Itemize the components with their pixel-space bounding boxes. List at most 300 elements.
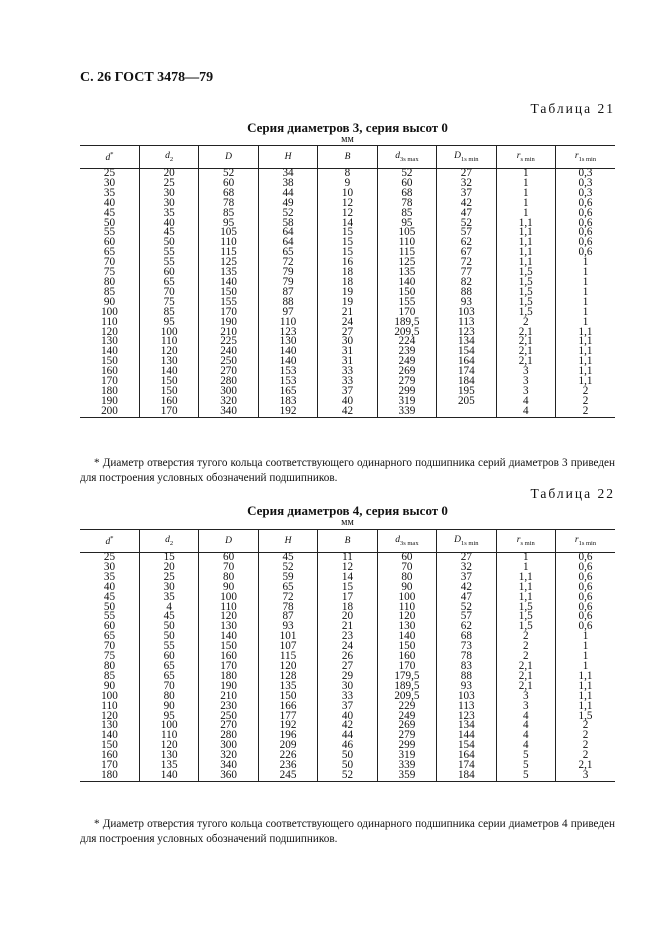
table-cell: 105	[377, 228, 436, 238]
table-cell: 130	[101, 335, 118, 348]
table-cell: 1,1	[556, 672, 616, 682]
table22-col-header: $D_{1s min}$	[437, 530, 496, 553]
table-cell: 20	[318, 612, 377, 622]
table-cell: 1	[496, 179, 555, 189]
table-cell: 113	[437, 318, 496, 328]
table-cell: 70	[139, 682, 198, 692]
table-cell: 25	[103, 551, 116, 563]
table-cell: 2,1	[496, 672, 555, 682]
table-cell: 68	[437, 632, 496, 642]
table-cell: 140	[139, 367, 198, 377]
table-cell: 0,6	[556, 603, 616, 613]
table-cell: 80	[139, 692, 198, 702]
table-cell: 180	[80, 771, 139, 781]
table-cell: 140	[377, 632, 436, 642]
table21-header-row	[80, 146, 615, 169]
table-cell: 60	[139, 652, 198, 662]
table-cell: 1,1	[496, 593, 555, 603]
table-cell: 55	[139, 258, 198, 268]
table-cell: 225	[199, 337, 258, 347]
table-cell: 40	[318, 397, 377, 407]
table-cell: 90	[103, 295, 116, 308]
table-cell: 35	[103, 186, 116, 199]
table-cell: 42	[318, 721, 377, 731]
table-cell: 0,6	[556, 612, 616, 622]
table-cell: 250	[199, 357, 258, 367]
table21-col-header: $d_{3s max}$	[377, 146, 436, 169]
table-cell: 19	[318, 288, 377, 298]
table-cell: 4	[139, 603, 198, 613]
table-cell: 200	[80, 407, 139, 417]
table-cell: 135	[258, 682, 317, 692]
table-cell: 55	[139, 248, 198, 258]
table-cell: 164	[437, 751, 496, 761]
table-cell: 339	[377, 761, 436, 771]
table-cell: 70	[199, 563, 258, 573]
table-cell: 140	[199, 278, 258, 288]
table-cell: 1,1	[496, 248, 555, 258]
table-cell: 0,3	[556, 189, 616, 199]
table-cell: 21	[318, 308, 377, 318]
table22-unit: мм	[341, 517, 354, 528]
table-cell: 0,6	[556, 563, 616, 573]
table-cell: 2	[496, 642, 555, 652]
table-cell: 135	[199, 268, 258, 278]
table-cell: 25	[103, 167, 116, 179]
table-cell: 25	[139, 573, 198, 583]
table-cell: 135	[139, 761, 198, 771]
table-cell: 55	[139, 642, 198, 652]
table-cell: 75	[103, 266, 116, 279]
table-cell: 1	[556, 298, 616, 308]
table-cell: 174	[437, 367, 496, 377]
table22-body	[80, 553, 615, 782]
table-cell: 280	[199, 377, 258, 387]
table-cell: 25	[139, 179, 198, 189]
table-cell: 239	[377, 347, 436, 357]
table-cell: 30	[139, 189, 198, 199]
table-cell: 79	[258, 268, 317, 278]
table-cell: 105	[199, 228, 258, 238]
table22-label: Таблица 22	[530, 486, 615, 501]
table-cell: 270	[199, 367, 258, 377]
table-cell: 0,6	[556, 228, 616, 238]
table-cell: 19	[318, 298, 377, 308]
table22-footnote: * Диаметр отверстия тугого кольца соответствующего одинарного подшипника серии диаметров 4 приведен для построения условных обозначений подшипников.	[80, 818, 615, 845]
table-cell: 45	[139, 228, 198, 238]
table-cell: 155	[377, 298, 436, 308]
table-cell: 103	[437, 692, 496, 702]
table-cell: 0,3	[556, 169, 616, 179]
table-cell: 1,5	[496, 278, 555, 288]
table-cell: 3	[496, 702, 555, 712]
table-cell: 85	[103, 285, 116, 298]
table-cell: 224	[377, 337, 436, 347]
table-cell: 52	[377, 169, 436, 179]
table-cell: 140	[377, 278, 436, 288]
table-cell: 170	[139, 407, 198, 417]
table-cell: 120	[101, 325, 118, 338]
table-cell: 80	[103, 275, 116, 288]
table-cell: 33	[318, 367, 377, 377]
table-cell: 34	[258, 169, 317, 179]
table-cell: 196	[258, 731, 317, 741]
table-cell: 37	[318, 387, 377, 397]
table-cell: 60	[103, 236, 116, 249]
table-cell: 280	[199, 731, 258, 741]
table-cell: 35	[139, 209, 198, 219]
table-cell: 40	[318, 712, 377, 722]
table-cell: 2	[556, 751, 616, 761]
table-cell: 160	[199, 652, 258, 662]
table-cell: 49	[258, 199, 317, 209]
table-cell: 209,5	[377, 328, 436, 338]
table-cell: 14	[318, 219, 377, 229]
table-cell: 80	[377, 573, 436, 583]
table-cell: 1	[556, 258, 616, 268]
table-cell: 160	[101, 365, 118, 378]
table-cell: 26	[318, 652, 377, 662]
table-cell: 18	[318, 603, 377, 613]
table-cell: 1	[556, 288, 616, 298]
table-cell: 250	[199, 712, 258, 722]
table-cell: 88	[258, 298, 317, 308]
table-cell: 32	[437, 179, 496, 189]
table-cell: 90	[139, 702, 198, 712]
table-cell: 300	[199, 741, 258, 751]
table-cell: 60	[139, 268, 198, 278]
table-cell: 100	[139, 721, 198, 731]
table-cell: 299	[377, 387, 436, 397]
table-cell: 2	[556, 721, 616, 731]
table-cell: 27	[318, 662, 377, 672]
table21-title: Серия диаметров 3, серия высот 0	[247, 120, 448, 135]
table22	[80, 529, 615, 782]
table22-col-header: $r_{1s min}$	[556, 530, 616, 553]
table-cell: 170	[101, 375, 118, 388]
table-cell: 52	[258, 563, 317, 573]
table-cell: 14	[318, 573, 377, 583]
table21-label: Таблица 21	[530, 101, 615, 116]
table-cell: 4	[496, 741, 555, 751]
table-cell: 31	[318, 357, 377, 367]
table21-col-header: $D_{1s min}$	[437, 146, 496, 169]
table-cell: 45	[139, 612, 198, 622]
table-cell: 90	[377, 583, 436, 593]
table-cell: 115	[199, 248, 258, 258]
table-cell: 2,1	[496, 682, 555, 692]
table-cell: 115	[258, 652, 317, 662]
table-cell: 128	[258, 672, 317, 682]
table-cell: 32	[437, 563, 496, 573]
table-cell: 12	[318, 209, 377, 219]
table-cell: 165	[258, 387, 317, 397]
table-cell: 24	[318, 318, 377, 328]
table-cell: 150	[377, 288, 436, 298]
page-header: С. 26 ГОСТ 3478—79	[80, 70, 214, 85]
table-cell: 50	[103, 600, 116, 613]
table-cell: 16	[318, 258, 377, 268]
table-cell: 209,5	[377, 692, 436, 702]
table-cell: 180	[199, 672, 258, 682]
table-cell: 140	[199, 632, 258, 642]
table-cell: 93	[437, 298, 496, 308]
table-cell: 100	[101, 689, 118, 702]
table-cell: 37	[437, 189, 496, 199]
table-cell: 1,5	[496, 612, 555, 622]
table-cell: 62	[437, 622, 496, 632]
table-cell: 68	[199, 189, 258, 199]
table-row	[80, 407, 615, 417]
table-cell: 226	[258, 751, 317, 761]
table-cell: 5	[496, 761, 555, 771]
table-cell: 55	[103, 226, 116, 239]
table-cell: 2	[556, 731, 616, 741]
table-cell: 2	[556, 397, 616, 407]
table-cell: 153	[258, 367, 317, 377]
table-cell: 0,6	[556, 622, 616, 632]
table-cell: 160	[139, 397, 198, 407]
table21-col-header: B	[318, 146, 377, 169]
table-cell: 30	[103, 560, 116, 573]
table-cell: 4	[496, 721, 555, 731]
table-cell: 120	[258, 662, 317, 672]
table-cell: 15	[139, 553, 198, 563]
table-cell: 58	[258, 219, 317, 229]
table-cell: 2,1	[496, 337, 555, 347]
table-cell: 47	[437, 209, 496, 219]
table-cell: 170	[199, 308, 258, 318]
table-cell: 80	[103, 659, 116, 672]
table-cell: 95	[139, 318, 198, 328]
table-cell: 30	[139, 583, 198, 593]
table-cell: 279	[377, 731, 436, 741]
table-cell: 110	[377, 603, 436, 613]
table-cell: 1,1	[496, 258, 555, 268]
table-cell: 3	[496, 367, 555, 377]
table-cell: 15	[318, 228, 377, 238]
table-row	[80, 771, 615, 781]
table-cell: 209	[258, 741, 317, 751]
table-cell: 110	[139, 731, 198, 741]
table21-col-header: d*	[80, 146, 139, 169]
table-cell: 95	[139, 712, 198, 722]
table-cell: 190	[199, 318, 258, 328]
table22-col-header: H	[258, 530, 317, 553]
table-cell: 170	[377, 308, 436, 318]
table-cell: 1	[496, 199, 555, 209]
table-cell: 65	[103, 630, 116, 643]
table-cell: 319	[377, 751, 436, 761]
table-cell: 75	[103, 650, 116, 663]
table-cell: 1,1	[496, 583, 555, 593]
table21-col-header: H	[258, 146, 317, 169]
table-cell: 60	[103, 620, 116, 633]
table-cell: 65	[258, 583, 317, 593]
table-cell: 166	[258, 702, 317, 712]
table-cell: 130	[101, 719, 118, 732]
table-cell: 15	[318, 583, 377, 593]
table-cell: 15	[318, 248, 377, 258]
table-cell: 269	[377, 721, 436, 731]
table-cell: 1,5	[496, 622, 555, 632]
table-cell: 0,6	[556, 209, 616, 219]
table-cell: 60	[199, 179, 258, 189]
table-cell: 64	[258, 238, 317, 248]
table-cell: 1	[556, 652, 616, 662]
table-cell: 140	[101, 729, 118, 742]
table-cell: 42	[437, 199, 496, 209]
table-cell: 190	[101, 394, 118, 407]
table-cell: 65	[103, 246, 116, 259]
table-cell: 270	[199, 721, 258, 731]
table-cell: 140	[258, 347, 317, 357]
table-cell: 340	[199, 407, 258, 417]
table-cell: 134	[437, 721, 496, 731]
table-cell: 37	[318, 702, 377, 712]
table-cell: 1	[496, 189, 555, 199]
table-cell: 120	[377, 612, 436, 622]
table-cell: 2	[496, 632, 555, 642]
table-cell: 80	[199, 573, 258, 583]
table-cell: 78	[437, 652, 496, 662]
table-cell: 1,1	[496, 219, 555, 229]
table-cell: 134	[437, 337, 496, 347]
table-cell: 0,6	[556, 219, 616, 229]
table-cell: 15	[318, 238, 377, 248]
table-cell: 360	[199, 771, 258, 781]
table-cell: 50	[318, 751, 377, 761]
table-cell: 150	[139, 387, 198, 397]
table-cell: 236	[258, 761, 317, 771]
table-cell: 1,1	[556, 337, 616, 347]
table-cell: 30	[318, 337, 377, 347]
table-cell: 4	[496, 731, 555, 741]
table-cell: 57	[437, 612, 496, 622]
table-cell: 120	[199, 612, 258, 622]
table21-col-header: $r_{s min}$	[496, 146, 555, 169]
table-cell: 88	[437, 288, 496, 298]
table-cell: 85	[139, 308, 198, 318]
table-cell: 3	[556, 771, 616, 781]
table-cell: 5	[496, 751, 555, 761]
table21-col-header: $d_2$	[139, 146, 198, 169]
table-cell: 44	[258, 189, 317, 199]
table-cell: 1	[496, 563, 555, 573]
table-cell: 195	[437, 387, 496, 397]
table-cell: 95	[377, 219, 436, 229]
table21-col-header: $r_{1s min}$	[556, 146, 616, 169]
table-cell: 9	[318, 179, 377, 189]
table-cell: 62	[437, 238, 496, 248]
table-cell: 249	[377, 357, 436, 367]
table-cell: 1	[556, 662, 616, 672]
table-cell: 170	[101, 759, 118, 772]
table-cell: 1	[496, 553, 555, 563]
table-cell: 1,1	[556, 682, 616, 692]
table-cell: 70	[377, 563, 436, 573]
table-cell: 97	[258, 308, 317, 318]
table-cell: 27	[437, 553, 496, 563]
table-cell: 190	[199, 682, 258, 692]
table-cell: 47	[437, 593, 496, 603]
table-cell: 27	[318, 328, 377, 338]
table-cell: 110	[377, 238, 436, 248]
table-cell: 87	[258, 288, 317, 298]
table-cell: 77	[437, 268, 496, 278]
table-cell: 1,1	[556, 328, 616, 338]
table-cell: 52	[258, 209, 317, 219]
table-cell: 24	[318, 642, 377, 652]
table-cell: 33	[318, 692, 377, 702]
table-cell: 300	[199, 387, 258, 397]
table-cell: 110	[101, 699, 118, 712]
table-cell: 170	[377, 662, 436, 672]
table-cell: 1,5	[496, 298, 555, 308]
table-cell: 192	[258, 407, 317, 417]
table-cell: 50	[139, 632, 198, 642]
table-cell: 35	[103, 570, 116, 583]
table-cell: 150	[377, 642, 436, 652]
table-cell: 72	[258, 593, 317, 603]
table-cell: 110	[139, 337, 198, 347]
table-cell: 78	[377, 199, 436, 209]
table-cell: 17	[318, 593, 377, 603]
table-cell: 18	[318, 268, 377, 278]
table-cell: 153	[258, 377, 317, 387]
table-cell: 85	[199, 209, 258, 219]
table-cell: 46	[318, 741, 377, 751]
table-cell: 320	[199, 751, 258, 761]
table-cell: 123	[258, 328, 317, 338]
table-cell: 279	[377, 377, 436, 387]
table-cell: 229	[377, 702, 436, 712]
table-cell: 45	[103, 206, 116, 219]
table-cell: 110	[199, 603, 258, 613]
table-cell: 150	[101, 355, 118, 368]
table-cell: 95	[199, 219, 258, 229]
table-cell: 65	[139, 672, 198, 682]
table-cell: 75	[139, 298, 198, 308]
table-cell: 189,5	[377, 318, 436, 328]
table-cell: 110	[258, 318, 317, 328]
table-cell: 1	[496, 209, 555, 219]
table-cell: 180	[101, 384, 118, 397]
table-cell: 1,5	[496, 308, 555, 318]
table-cell: 30	[103, 176, 116, 189]
table-cell: 42	[318, 407, 377, 417]
table-cell: 359	[377, 771, 436, 781]
table-cell	[437, 407, 496, 417]
table-cell: 50	[139, 238, 198, 248]
table-cell: 70	[139, 288, 198, 298]
table-cell: 37	[437, 573, 496, 583]
table-cell: 144	[437, 731, 496, 741]
table-cell: 103	[437, 308, 496, 318]
table-cell: 115	[377, 248, 436, 258]
table-cell: 90	[199, 583, 258, 593]
table-cell: 93	[258, 622, 317, 632]
table-cell: 85	[377, 209, 436, 219]
table-cell: 18	[318, 278, 377, 288]
table-cell: 65	[139, 278, 198, 288]
table-cell: 40	[139, 219, 198, 229]
table-cell: 30	[139, 199, 198, 209]
table-cell: 130	[139, 357, 198, 367]
table-cell: 87	[258, 612, 317, 622]
table-cell: 67	[437, 248, 496, 258]
table-cell: 130	[258, 337, 317, 347]
